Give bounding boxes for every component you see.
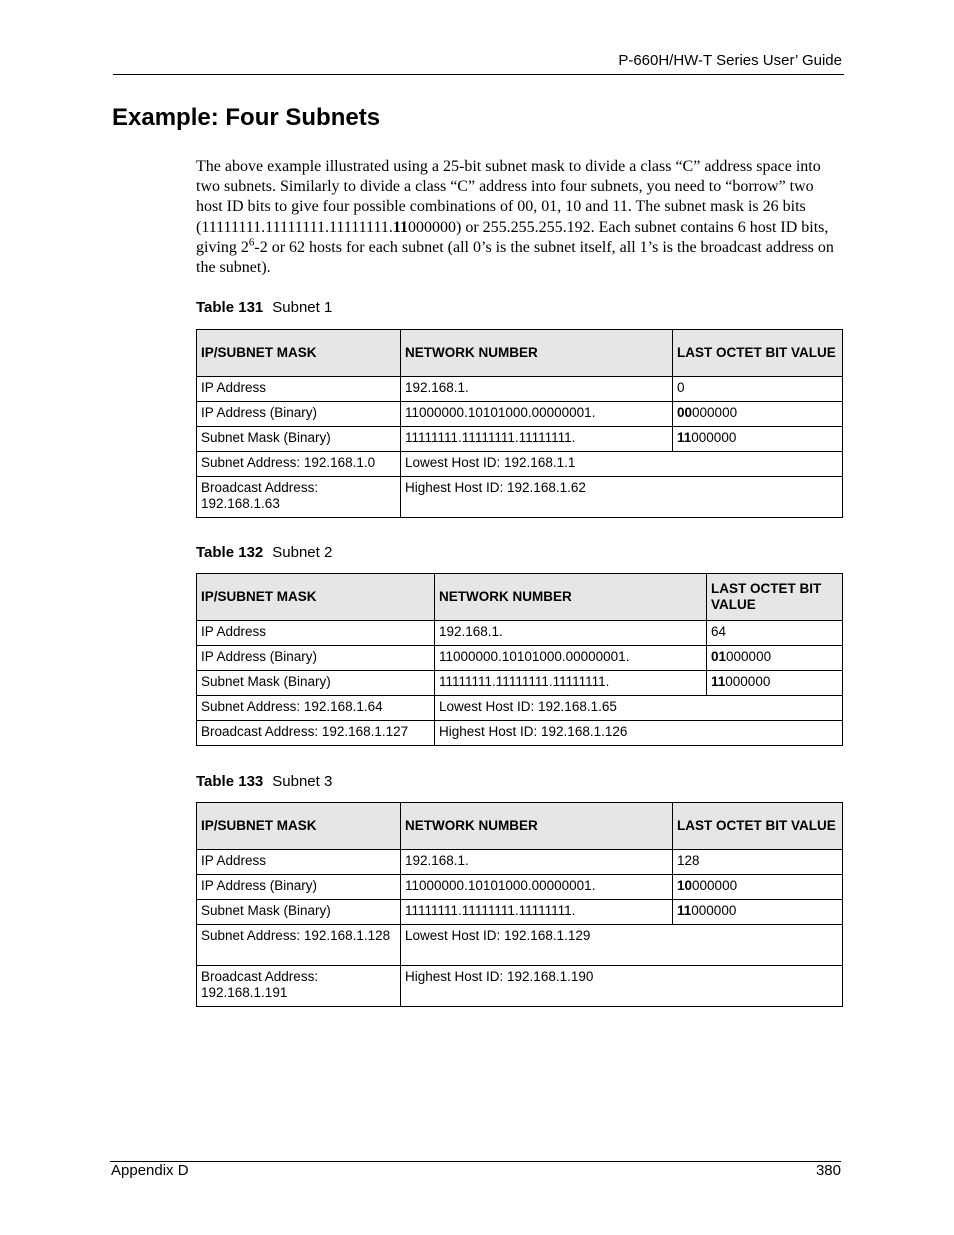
intro-text-part3: -2 or 62 hosts for each subnet (all 0’s is the subnet itself, all 1’s is the broadcast address on the subnet).	[196, 238, 834, 277]
lowest-host-cell: Lowest Host ID: 192.168.1.65	[435, 696, 843, 721]
page-number: 380	[815, 1162, 841, 1179]
table-row	[197, 452, 843, 477]
row-label: Subnet Mask (Binary)	[197, 671, 435, 696]
table-133-caption	[196, 773, 332, 790]
last-octet-cell	[673, 875, 843, 900]
subnet-bits: 11	[711, 674, 726, 689]
header-divider	[113, 74, 844, 75]
broadcast-address-cell: Broadcast Address: 192.168.1.191	[197, 966, 401, 1007]
row-label: IP Address (Binary)	[197, 646, 435, 671]
last-octet-cell	[673, 402, 843, 427]
network-number-cell: 11111111.11111111.11111111.	[435, 671, 707, 696]
last-octet-cell	[673, 900, 843, 925]
subnet-bits: 00	[677, 405, 693, 420]
subnet-bits: 10	[677, 878, 693, 893]
column-header-ip-subnet-mask: IP/SUBNET MASK	[197, 803, 401, 850]
subnet-bits: 01	[711, 649, 727, 664]
row-label: IP Address	[197, 621, 435, 646]
broadcast-address-cell: Broadcast Address: 192.168.1.63	[197, 477, 401, 518]
network-number-cell: 192.168.1.	[401, 850, 673, 875]
row-label: Subnet Mask (Binary)	[197, 427, 401, 452]
table-row	[197, 477, 843, 518]
table-row	[197, 621, 843, 646]
table-row	[197, 721, 843, 746]
network-number-cell: 192.168.1.	[401, 377, 673, 402]
host-bits: 000000	[691, 903, 737, 918]
row-label: IP Address (Binary)	[197, 875, 401, 900]
column-header-network-number: NETWORK NUMBER	[401, 803, 673, 850]
last-octet-cell	[707, 646, 843, 671]
subnet-address-cell: Subnet Address: 192.168.1.0	[197, 452, 401, 477]
table-name: Subnet 2	[272, 544, 333, 561]
row-label: IP Address (Binary)	[197, 402, 401, 427]
table-number: Table 133	[196, 773, 264, 790]
host-bits: 000000	[692, 878, 738, 893]
last-octet-cell: 128	[673, 850, 843, 875]
subnet-address-cell: Subnet Address: 192.168.1.128	[197, 925, 401, 966]
column-header-last-octet-bit-value: LAST OCTET BIT VALUE	[707, 574, 843, 621]
highest-host-cell: Highest Host ID: 192.168.1.190	[401, 966, 843, 1007]
table-132-caption	[196, 544, 332, 561]
table-row	[197, 427, 843, 452]
intro-exponent: 6	[248, 236, 255, 249]
row-label: IP Address	[197, 377, 401, 402]
network-number-cell: 11111111.11111111.11111111.	[401, 427, 673, 452]
subnet-bits: 11	[677, 903, 692, 918]
column-header-ip-subnet-mask: IP/SUBNET MASK	[197, 574, 435, 621]
host-bits: 000000	[726, 649, 772, 664]
table-row	[197, 966, 843, 1007]
column-header-ip-subnet-mask: IP/SUBNET MASK	[197, 330, 401, 377]
column-header-network-number: NETWORK NUMBER	[401, 330, 673, 377]
table-header-row	[197, 330, 843, 377]
subnet-address-cell: Subnet Address: 192.168.1.64	[197, 696, 435, 721]
network-number-cell: 11111111.11111111.11111111.	[401, 900, 673, 925]
highest-host-cell: Highest Host ID: 192.168.1.62	[401, 477, 843, 518]
column-header-last-octet-bit-value: LAST OCTET BIT VALUE	[673, 803, 843, 850]
intro-paragraph	[196, 157, 844, 278]
table-number: Table 132	[196, 544, 264, 561]
table-row	[197, 402, 843, 427]
row-label: IP Address	[197, 850, 401, 875]
network-number-cell: 192.168.1.	[435, 621, 707, 646]
table-row	[197, 925, 843, 966]
table-header-row	[197, 574, 843, 621]
table-name: Subnet 3	[272, 773, 333, 790]
last-octet-cell	[673, 427, 843, 452]
table-header-row	[197, 803, 843, 850]
last-octet-cell: 64	[707, 621, 843, 646]
section-title: Example: Four Subnets	[112, 104, 381, 131]
subnet-1-table	[196, 329, 843, 518]
running-header-title: P-660H/HW-T Series User’ Guide	[618, 52, 842, 69]
table-name: Subnet 1	[272, 299, 333, 316]
table-row	[197, 875, 843, 900]
subnet-bits: 11	[677, 430, 692, 445]
host-bits: 000000	[692, 405, 738, 420]
network-number-cell: 11000000.10101000.00000001.	[401, 402, 673, 427]
host-bits: 000000	[725, 674, 771, 689]
last-octet-cell	[707, 671, 843, 696]
table-row	[197, 696, 843, 721]
table-row	[197, 671, 843, 696]
footer-appendix-label: Appendix D	[111, 1162, 189, 1179]
intro-text-part2: 000000) or 255.255.255.192. Each subnet contains 6 host ID bits, giving 2	[196, 218, 829, 256]
table-131-caption	[196, 299, 332, 316]
table-row	[197, 377, 843, 402]
intro-text-part1: The above example illustrated using a 25-bit subnet mask to divide a class “C” address space into two subnets. Similarly to divide a class “C” address into four subnets, you need to “borrow” two host ID bits to give four possible combinations of 00, 01, 10 and 11. The subnet mask is 26 bits (11111111.11111111.11111111.	[196, 158, 821, 236]
table-row	[197, 900, 843, 925]
footer-divider	[110, 1161, 841, 1162]
last-octet-cell: 0	[673, 377, 843, 402]
column-header-last-octet-bit-value: LAST OCTET BIT VALUE	[673, 330, 843, 377]
broadcast-address-cell: Broadcast Address: 192.168.1.127	[197, 721, 435, 746]
network-number-cell: 11000000.10101000.00000001.	[401, 875, 673, 900]
table-number: Table 131	[196, 299, 264, 316]
row-label: Subnet Mask (Binary)	[197, 900, 401, 925]
lowest-host-cell: Lowest Host ID: 192.168.1.129	[401, 925, 843, 966]
table-row	[197, 646, 843, 671]
highest-host-cell: Highest Host ID: 192.168.1.126	[435, 721, 843, 746]
subnet-2-table	[196, 573, 843, 746]
host-bits: 000000	[691, 430, 737, 445]
table-row	[197, 850, 843, 875]
network-number-cell: 11000000.10101000.00000001.	[435, 646, 707, 671]
subnet-3-table	[196, 802, 843, 1007]
lowest-host-cell: Lowest Host ID: 192.168.1.1	[401, 452, 843, 477]
column-header-network-number: NETWORK NUMBER	[435, 574, 707, 621]
intro-bold-bits: 11	[392, 218, 408, 236]
